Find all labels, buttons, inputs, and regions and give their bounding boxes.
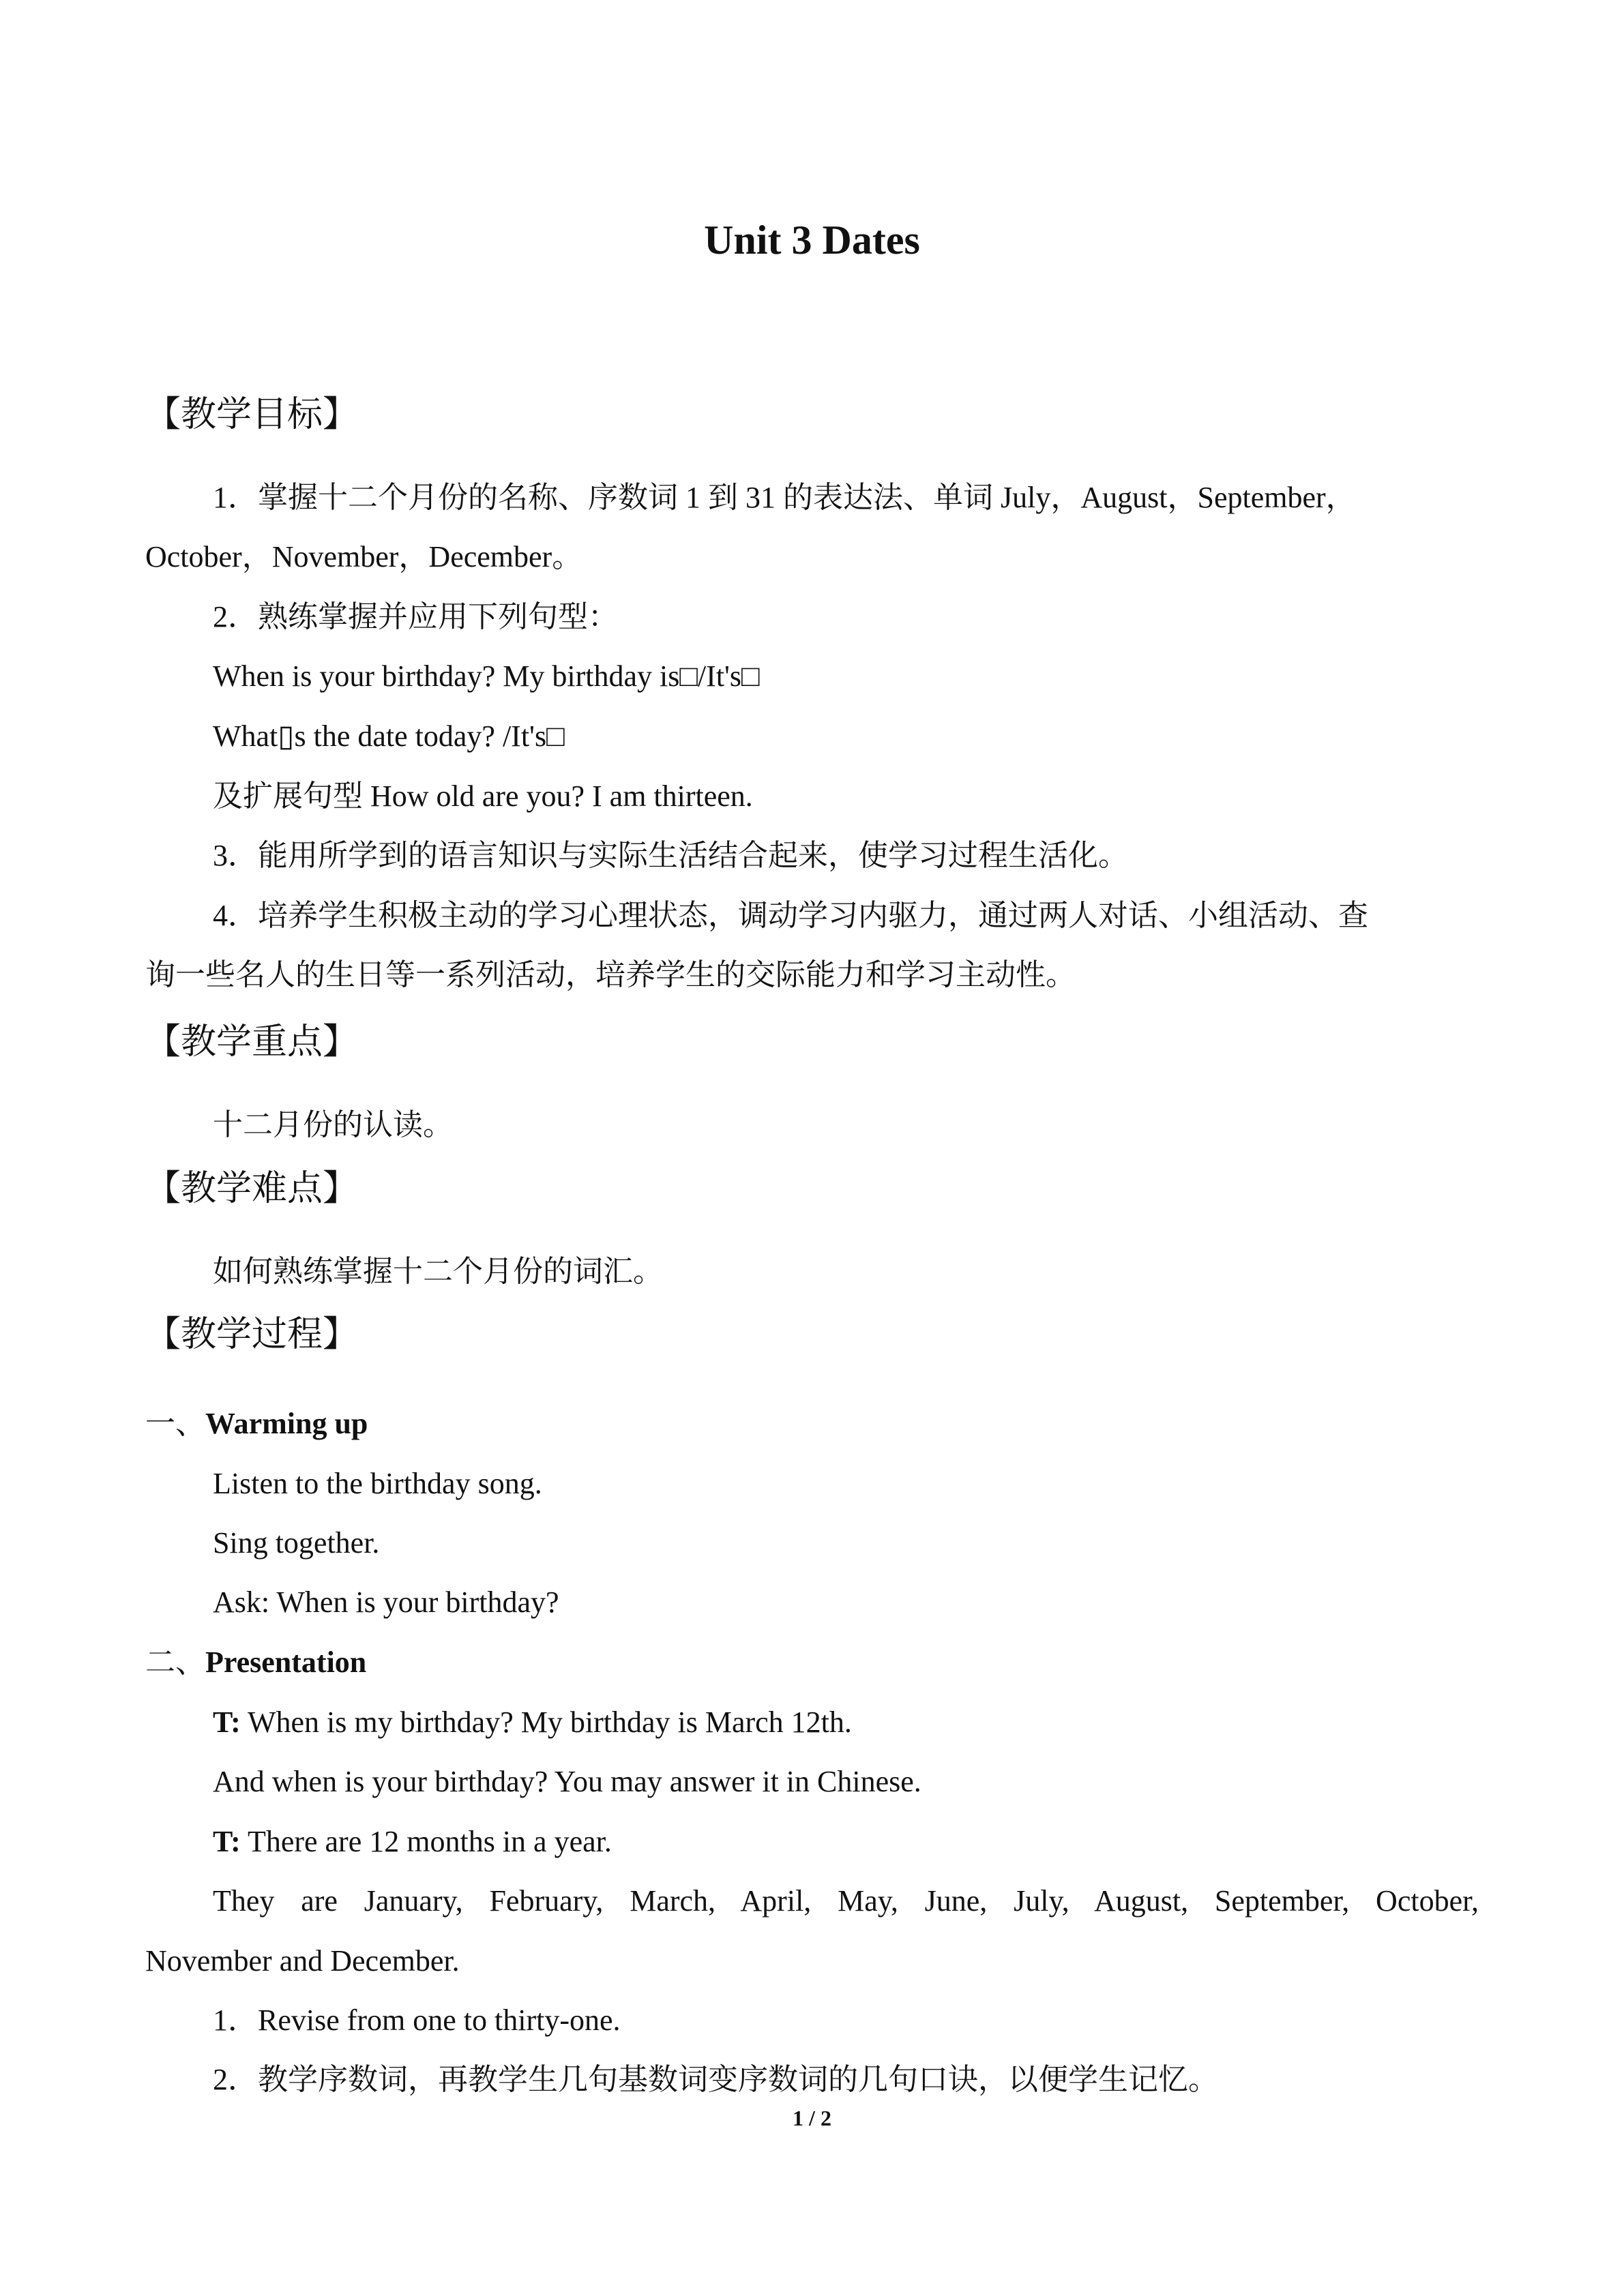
key-points-text: 十二月份的认读。 (213, 1108, 453, 1142)
objective-4-line-2: 询一些名人的生日等一系列活动，培养学生的交际能力和学习主动性。 (145, 958, 1076, 992)
presentation-line-4: They are January, February, March, April, May, June, July, August, September, October, (213, 1884, 1479, 1918)
sentence-pattern-3: 及扩展句型 How old are you? I am thirteen. (213, 779, 753, 813)
warming-up-line-3: Ask: When is your birthday? (213, 1585, 559, 1619)
presentation-line-1-text: When is my birthday? My birthday is March 12th. (240, 1705, 852, 1739)
section-warming-up-prefix: 一、 (145, 1407, 205, 1440)
page-number: 1 / 2 (793, 2106, 831, 2130)
section-presentation (145, 1642, 366, 1683)
objective-1-line-2: October，November，December。 (145, 540, 582, 573)
section-warming-up-label: Warming up (205, 1407, 368, 1440)
heading-objectives: 【教学目标】 (145, 394, 359, 435)
objective-2: 2．熟练掌握并应用下列句型： (213, 600, 618, 633)
speaker-label: T: (213, 1825, 241, 1858)
sentence-pattern-2: What▯s the date today? /It's□ (213, 719, 565, 753)
objective-1-line-1: 1．掌握十二个月份的名称、序数词 1 到 31 的表达法、单词 July，August，September， (213, 481, 1356, 514)
sentence-pattern-1: When is your birthday? My birthday is□/It's□ (213, 659, 760, 693)
presentation-line-2: And when is your birthday? You may answer it in Chinese. (213, 1765, 921, 1798)
section-presentation-prefix: 二、 (145, 1645, 205, 1679)
warming-up-line-2: Sing together. (213, 1526, 380, 1560)
section-warming-up (145, 1403, 368, 1444)
presentation-step-2: 2．教学序数词，再教学生几句基数词变序数词的几句口诀，以便学生记忆。 (213, 2063, 1218, 2096)
section-presentation-label: Presentation (205, 1645, 367, 1679)
objective-4-line-1: 4．培养学生积极主动的学习心理状态，调动学习内驱力，通过两人对话、小组活动、查 (213, 899, 1368, 932)
heading-key-points: 【教学重点】 (145, 1022, 359, 1062)
presentation-line-5: November and December. (145, 1944, 460, 1978)
objective-3: 3．能用所学到的语言知识与实际生活结合起来，使学习过程生活化。 (213, 839, 1128, 872)
speaker-label: T: (213, 1705, 241, 1739)
presentation-step-1: 1．Revise from one to thirty-one. (213, 2003, 621, 2037)
presentation-line-3-text: There are 12 months in a year. (240, 1825, 612, 1858)
heading-difficulties: 【教学难点】 (145, 1168, 359, 1209)
warming-up-line-1: Listen to the birthday song. (213, 1467, 542, 1500)
presentation-line-3 (213, 1821, 612, 1862)
difficulties-text: 如何熟练掌握十二个月份的词汇。 (213, 1255, 663, 1288)
heading-process: 【教学过程】 (145, 1314, 359, 1355)
page-title: Unit 3 Dates (704, 218, 920, 263)
presentation-line-1 (213, 1702, 852, 1743)
